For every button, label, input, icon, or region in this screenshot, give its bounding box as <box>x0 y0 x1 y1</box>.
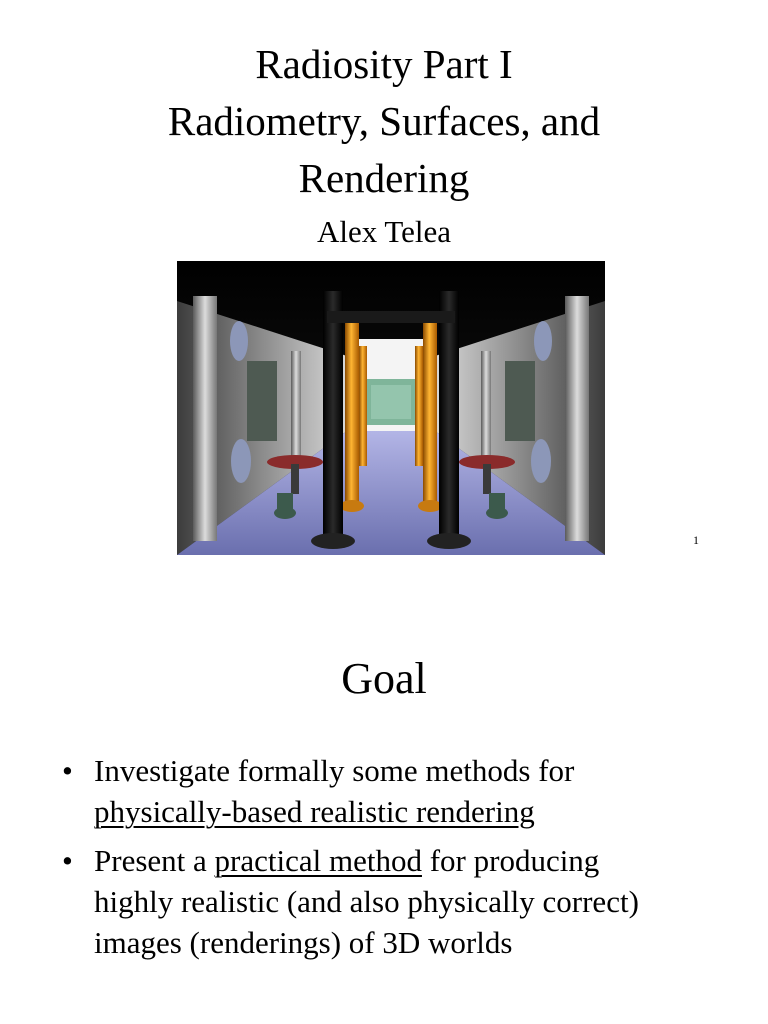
bullet-line <box>94 881 722 922</box>
underlined-phrase: physically-based realistic rendering <box>94 794 535 829</box>
title-line-1: Radiosity Part I <box>255 41 513 87</box>
rendered-hall-image <box>177 261 605 555</box>
bullet-dot-icon: • <box>62 843 73 878</box>
bullet-dot-icon: • <box>62 753 73 788</box>
bullet-text: images (renderings) of 3D worlds <box>94 925 513 960</box>
bullet-line <box>94 750 722 791</box>
author-name: Alex Telea <box>316 214 452 249</box>
goal-heading: Goal <box>341 654 427 703</box>
page-number: 1 <box>693 533 699 547</box>
bullet-text: Present a <box>94 843 215 878</box>
bullet-item <box>62 840 722 963</box>
bullet-text: for producing <box>421 843 600 878</box>
bullet-item <box>62 750 722 832</box>
bullet-line <box>94 840 722 881</box>
bullet-list <box>62 750 722 971</box>
bullet-text: Investigate formally some methods for <box>94 753 575 788</box>
title-line-3: Rendering <box>298 155 470 201</box>
bullet-text: highly realistic (and also physically correct) <box>94 884 639 919</box>
bullet-line <box>94 922 722 963</box>
slide-title <box>0 36 768 207</box>
title-line-2: Radiometry, Surfaces, and <box>167 98 601 144</box>
bullet-line <box>94 791 722 832</box>
underlined-phrase: practical method <box>214 843 422 878</box>
